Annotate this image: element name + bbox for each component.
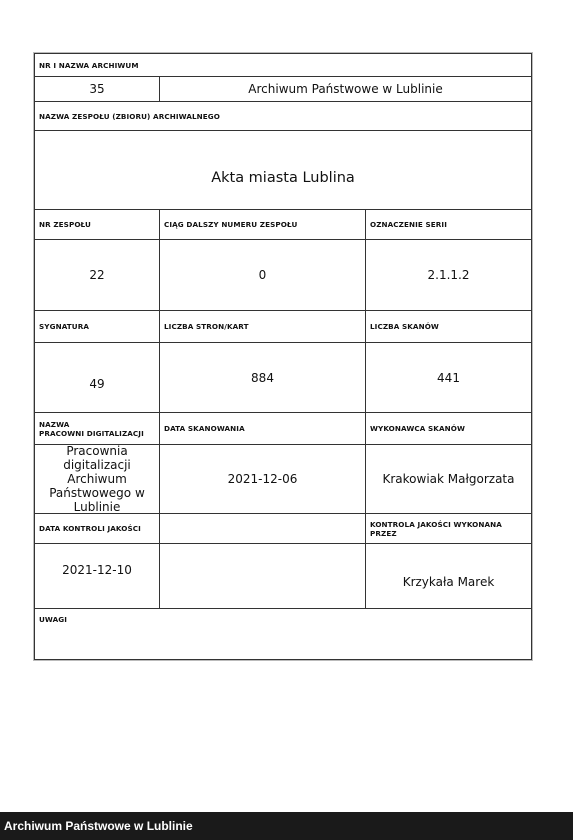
- series-designation: 2.1.1.2: [366, 240, 532, 311]
- quality-control-date: 2021-12-10: [35, 544, 160, 609]
- page-count: 884: [160, 343, 366, 413]
- metadata-sheet: [34, 53, 532, 660]
- empty-header-cell: [160, 514, 366, 544]
- scan-date: 2021-12-06: [160, 445, 366, 514]
- scan-operator: Krakowiak Małgorzata: [366, 445, 532, 514]
- fonds-name: Akta miasta Lublina: [35, 131, 532, 210]
- archive-name: Archiwum Państwowe w Lublinie: [160, 77, 532, 102]
- footer-text: Archiwum Państwowe w Lublinie: [4, 819, 193, 833]
- fonds-number-label: NR ZESPOŁU: [35, 210, 160, 240]
- quality-control-by: Krzykała Marek: [366, 544, 532, 609]
- fonds-number-continuation: 0: [160, 240, 366, 311]
- scan-operator-label: WYKONAWCA SKANÓW: [366, 413, 532, 445]
- series-designation-label: OZNACZENIE SERII: [366, 210, 532, 240]
- fonds-name-label: NAZWA ZESPOŁU (ZBIORU) ARCHIWALNEGO: [35, 102, 532, 131]
- digitization-lab-label: NAZWA PRACOWNI DIGITALIZACJI: [35, 413, 160, 445]
- fonds-number-continuation-label: CIĄG DALSZY NUMERU ZESPOŁU: [160, 210, 366, 240]
- scan-count: 441: [366, 343, 532, 413]
- fonds-number: 22: [35, 240, 160, 311]
- quality-control-date-label: DATA KONTROLI JAKOŚCI: [35, 514, 160, 544]
- quality-control-by-label: KONTROLA JAKOŚCI WYKONANA PRZEZ: [366, 514, 532, 544]
- scan-date-label: DATA SKANOWANIA: [160, 413, 366, 445]
- footer-bar: [0, 812, 573, 840]
- empty-value-cell: [160, 544, 366, 609]
- remarks-label: UWAGI: [35, 609, 532, 660]
- digitization-lab: Pracownia digitalizacji Archiwum Państwowego w Lublinie: [35, 445, 160, 514]
- signature-label: SYGNATURA: [35, 311, 160, 343]
- scan-count-label: LICZBA SKANÓW: [366, 311, 532, 343]
- signature: 49: [35, 343, 160, 413]
- page-count-label: LICZBA STRON/KART: [160, 311, 366, 343]
- archive-number-label: NR I NAZWA ARCHIWUM: [35, 54, 532, 77]
- archive-number: 35: [35, 77, 160, 102]
